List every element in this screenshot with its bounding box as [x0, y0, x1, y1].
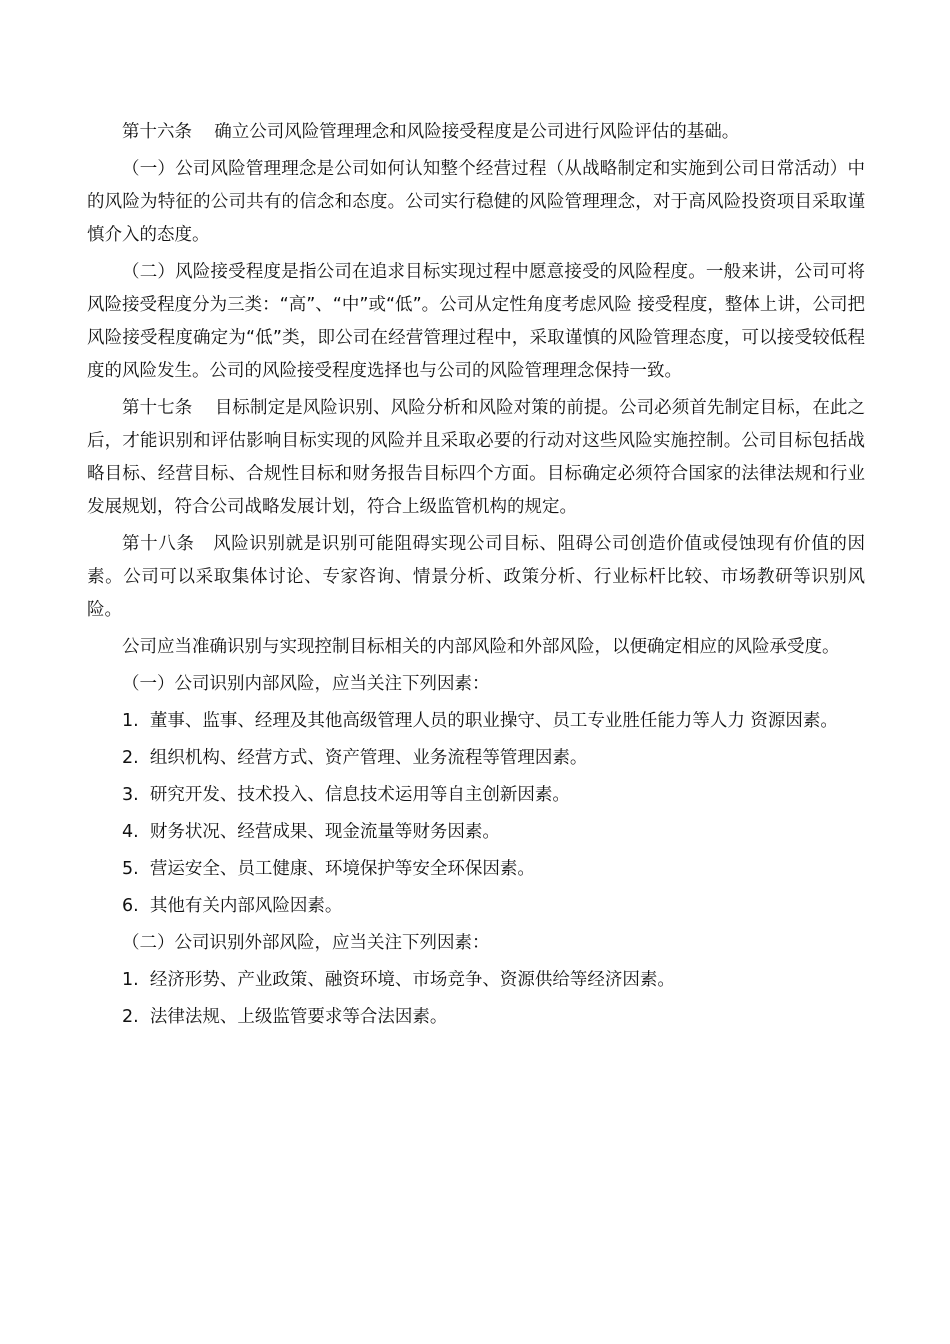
article-18-paragraph: 第十八条 风险识别就是识别可能阻碍实现公司目标、阻碍公司创造价值或侵蚀现有价值的因素。公司可以采取集体讨论、专家咨询、情景分析、政策分析、行业标杆比较、市场教研等识别风险。 [87, 534, 865, 620]
article-16-paragraph: 第十六条 确立公司风险管理理念和风险接受程度是公司进行风险评估的基础。 [122, 122, 740, 142]
risk-identification-paragraph: 公司应当准确识别与实现控制目标相关的内部风险和外部风险，以便确定相应的风险承受度。 [122, 637, 840, 657]
internal-risk-item-5: 5. 营运安全、员工健康、环境保护等安全环保因素。 [122, 859, 535, 879]
article-17-paragraph: 第十七条 目标制定是风险识别、风险分析和风险对策的前提。公司必须首先制定目标，在此之后，才能识别和评估影响目标实现的风险并且采取必要的行动对这些风险实施控制。公司目标包括战略目标、经营目标、合规性目标和财务报告目标四个方面。目标确定必须符合国家的法律法规和行业发展规划，符合公司战略发展计划，符合上级监管机构的规定。 [87, 398, 865, 517]
risk-philosophy-paragraph: （一）公司风险管理理念是公司如何认知整个经营过程（从战略制定和实施到公司日常活动）中的风险为特征的公司共有的信念和态度。公司实行稳健的风险管理理念，对于高风险投资项目采取谨慎介入的态度。 [87, 159, 865, 245]
internal-risk-item-6: 6. 其他有关内部风险因素。 [122, 896, 343, 916]
external-risk-item-2: 2. 法律法规、上级监管要求等合法因素。 [122, 1007, 448, 1027]
external-risk-item-1: 1. 经济形势、产业政策、融资环境、市场竞争、资源供给等经济因素。 [122, 970, 675, 990]
internal-risk-item-4: 4. 财务状况、经营成果、现金流量等财务因素。 [122, 822, 500, 842]
risk-acceptance-paragraph: （二）风险接受程度是指公司在追求目标实现过程中愿意接受的风险程度。一般来讲，公司可将风险接受程度分为三类：“高”、“中”或“低”。公司从定性角度考虑风险 接受程度，整体上讲，公司把风险接受程度确定为“低”类，即公司在经营管理过程中，采取谨慎的风险管理态度，可以接受较低程度的风险发生。公司的风险接受程度选择也与公司的风险管理理念保持一致。 [87, 262, 865, 381]
internal-risk-item-3: 3. 研究开发、技术投入、信息技术运用等自主创新因素。 [122, 785, 570, 805]
internal-risk-item-1: 1. 董事、监事、经理及其他高级管理人员的职业操守、员工专业胜任能力等人力 资源因素。 [122, 711, 838, 731]
internal-risk-heading: （一）公司识别内部风险，应当关注下列因素： [122, 674, 490, 694]
document-body [87, 116, 865, 1034]
internal-risk-item-2: 2. 组织机构、经营方式、资产管理、业务流程等管理因素。 [122, 748, 588, 768]
external-risk-heading: （二）公司识别外部风险，应当关注下列因素： [122, 933, 490, 953]
